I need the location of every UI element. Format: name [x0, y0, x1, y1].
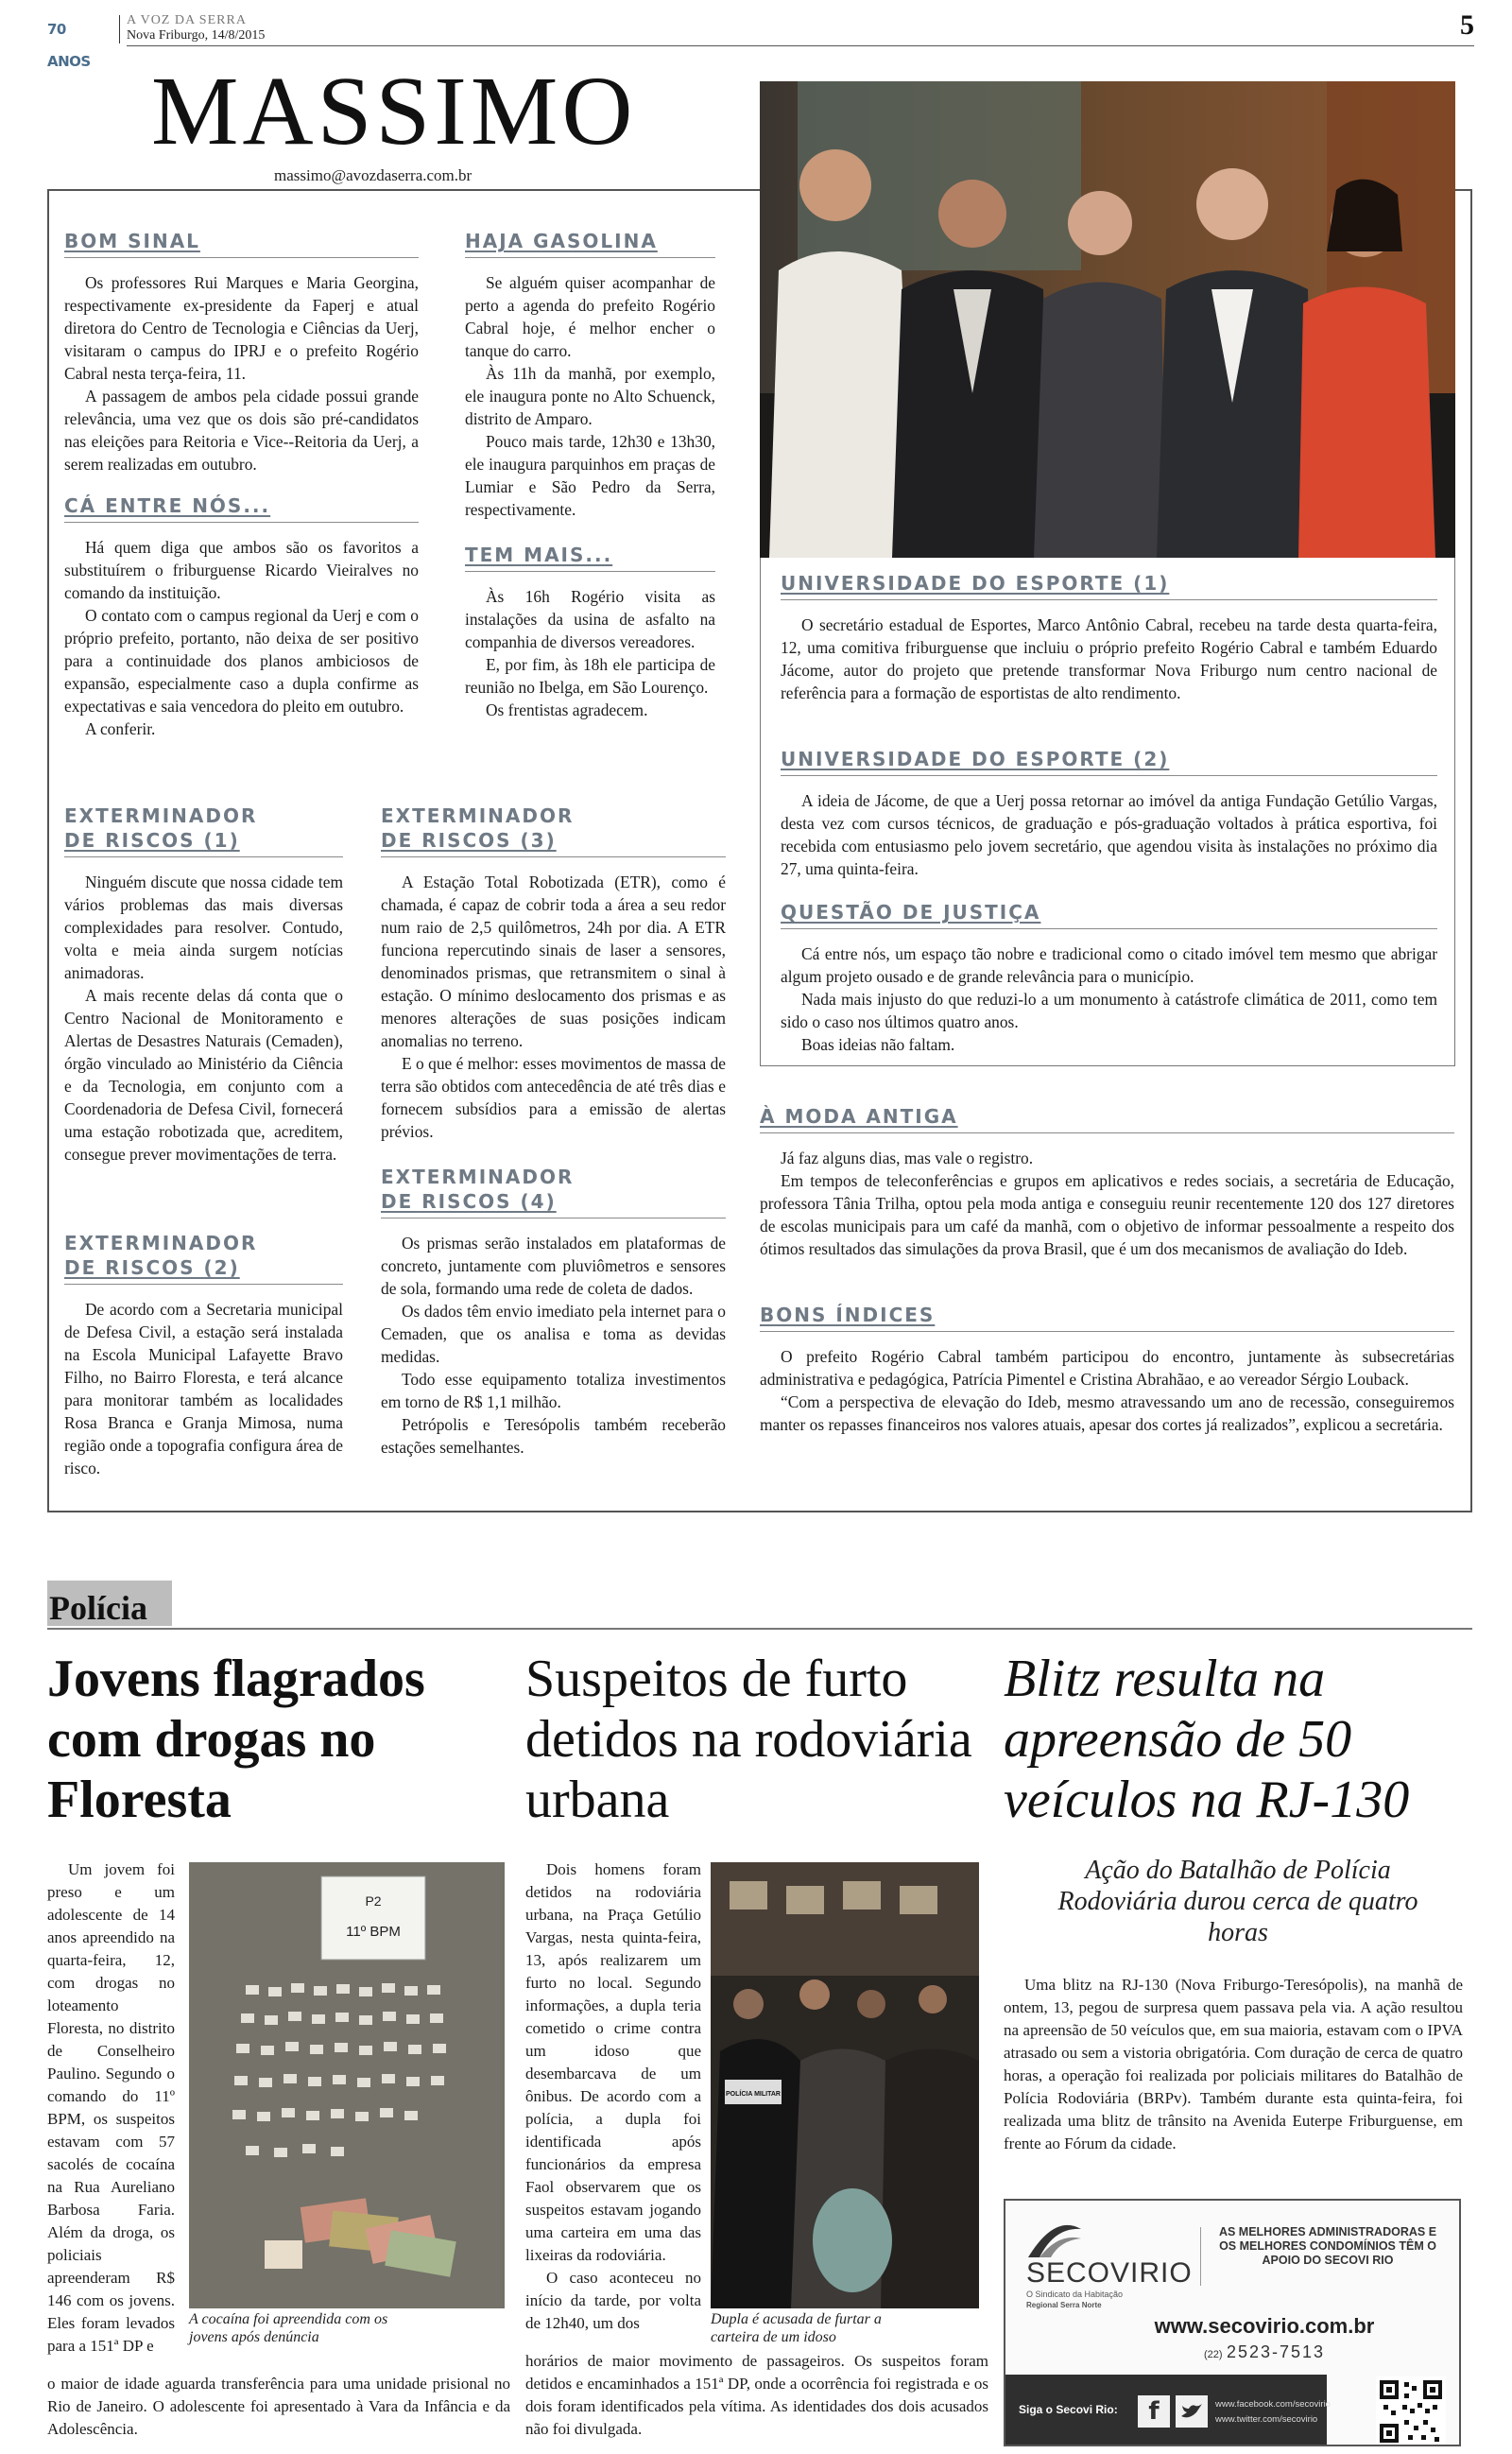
bons-indices-heading: BONS ÍNDICES — [760, 1304, 936, 1326]
masthead-divider — [119, 15, 120, 43]
riscos-3-text — [381, 871, 726, 1143]
secovirio-ad — [1004, 2199, 1461, 2446]
paragraph: Ninguém discute que nossa cidade tem vários problemas das mais diversas complexidades para resolver. Contudo, volta e meia ainda surgem notícias animadoras. — [64, 873, 343, 982]
ad-twitter-url[interactable]: www.twitter.com/secovirio — [1215, 2414, 1318, 2425]
riscos-3-block — [381, 804, 726, 1143]
paragraph: A conferir. — [85, 719, 156, 738]
ad-phone-prefix: (22) — [1203, 2349, 1223, 2360]
paragraph: Nada mais injusto do que reduzi-lo a um monumento à catástrofe climática de 2011, como tem sido o caso nos últimos quatro anos. — [781, 990, 1437, 1031]
police-vest-label: POLÍCIA MILITAR — [726, 2091, 781, 2098]
ad-brand: SECOVIRIO — [1026, 2257, 1193, 2289]
tem-mais-text — [465, 585, 715, 721]
story-1-headline: Jovens flagrados com drogas no Floresta — [47, 1650, 425, 1829]
paragraph: Um jovem foi preso e um adolescente de 14 anos apreendido na quarta-feira, 12, com drogas no loteamento Floresta, no distrito de Conselheiro Paulino. Segundo o comando do 11º BPM, os suspeitos estavam com 57 sacolés de cocaína na Rua Aureliano Barbosa Faria. Além da droga, os policiais apreenderam R$ 146 com os jovens. Eles foram levados para a 151ª DP e — [47, 1860, 175, 2355]
ad-phone: 2523-7513 — [1226, 2342, 1326, 2361]
column-email: massimo@avozdaserra.com.br — [274, 166, 472, 184]
paragraph: horários de maior movimento de passageiros. Os suspeitos foram detidos e encaminhados a 151ª DP, onde a ocorrência foi registrada e os dois foram identificados pela vítima. As identidades dos dois acusados não foi divulgada. — [525, 2352, 988, 2438]
paragraph: Os professores Rui Marques e Maria Georgina, respectivamente ex-presidente da Faperj e atual diretora do Centro de Tecnologia e Ciências da Uerj, visitaram o campus do IPRJ e o prefeito Rogério Cabral nesta terça-feira, 11. — [64, 273, 419, 383]
bons-indices-text — [760, 1345, 1454, 1436]
section-label: Polícia — [49, 1589, 147, 1627]
date-line: Nova Friburgo, 14/8/2015 — [127, 28, 266, 43]
bom-sinal-heading: BOM SINAL — [64, 230, 200, 252]
ad-facebook-url[interactable]: www.facebook.com/secovirio — [1215, 2399, 1331, 2410]
ca-entre-nos-text — [64, 536, 419, 740]
heading-rule — [64, 856, 343, 857]
paragraph: Se alguém quiser acompanhar de perto a agenda do prefeito Rogério Cabral hoje, é melhor encher o tanque do carro. — [465, 273, 715, 360]
tem-mais-block — [465, 543, 715, 721]
story-2-caption: Dupla é acusada de furtar a carteira de um idoso — [711, 2311, 882, 2345]
paragraph: E o que é melhor: esses movimentos de massa de terra são obtidos com antecedência de até três dias e fornecem subsídios para a emissão de alertas prévios. — [381, 1054, 726, 1141]
bom-sinal-block — [64, 229, 419, 475]
paragraph: O secretário estadual de Esportes, Marco Antônio Cabral, recebeu na tarde desta quarta-feira, 12, uma comitiva friburguense que incluiu o próprio prefeito Rogério Cabral e também Eduardo Jácome, autor do projeto que pretende transformar Nova Friburgo num centro nacional de referência para a formação de esportistas de alto rendimento. — [781, 615, 1437, 702]
riscos-2-heading-line2: DE RISCOS (2) — [64, 1256, 240, 1279]
paragraph: Uma blitz na RJ-130 (Nova Friburgo-Teresópolis), na manhã de ontem, 13, pegou de surpresa quem passava pela via. A ação resultou na apreensão de 50 veículos que, em sua maioria, estavam com o IPVA atrasado ou sem a vistoria obrigatória. Com duração de cerca de quatro horas, a operação foi realizada por policiais militares do Batalhão de Polícia Rodoviária (BRPv). Também durante esta quinta-feira, foi realizada uma blitz de trânsito na Avenida Euterpe Friburguense, em frente ao Fórum da cidade. — [1004, 1976, 1463, 2152]
photo-sign-line2: 11º BPM — [346, 1924, 401, 1940]
paragraph: Já faz alguns dias, mas vale o registro. — [781, 1149, 1034, 1167]
paragraph: Os frentistas agradecem. — [486, 700, 648, 719]
paragraph: Pouco mais tarde, 12h30 e 13h30, ele inaugura parquinhos em praças de Lumiar e São Pedro da Serra, respectivamente. — [465, 432, 715, 519]
haja-gasolina-text — [465, 271, 715, 521]
riscos-1-text — [64, 871, 343, 1166]
group-photo-illustration — [760, 81, 1455, 558]
paragraph: Às 11h da manhã, por exemplo, ele inaugura ponte no Alto Schuenck, distrito de Amparo. — [465, 364, 715, 428]
paragraph: Os prismas serão instalados em plataformas de concreto, juntamente com pluviômetros e sensores de sola, formando uma rede de coleta de dados. — [381, 1234, 726, 1298]
haja-gasolina-heading: HAJA GASOLINA — [465, 230, 658, 252]
anniversary-logo — [47, 13, 113, 70]
twitter-icon[interactable] — [1176, 2395, 1208, 2428]
bus-station-photo — [711, 1862, 979, 2308]
heading-rule — [64, 1284, 343, 1285]
paragraph: O prefeito Rogério Cabral também participou do encontro, juntamente às subsecretárias administrativa e pedagógica, Patrícia Pimentel e Cristina Abrahãao, e ao vereador Sérgio Louback. — [760, 1347, 1454, 1389]
story-3-subhead: Ação do Batalhão de Polícia Rodoviária durou cerca de quatro horas — [1057, 1856, 1418, 1947]
riscos-3-heading-line2: DE RISCOS (3) — [381, 829, 557, 852]
qr-code-icon[interactable] — [1376, 2376, 1446, 2446]
masthead — [47, 9, 1474, 70]
story-1-tail-text — [47, 2373, 510, 2441]
justica-text — [781, 942, 1437, 1056]
tem-mais-heading: TEM MAIS... — [465, 544, 613, 566]
heading-rule — [64, 257, 419, 258]
facebook-icon-glyph: f — [1148, 2397, 1160, 2426]
heading-rule — [760, 1132, 1454, 1133]
heading-rule — [64, 522, 419, 523]
page-number: 5 — [1460, 9, 1474, 41]
paragraph: Dois homens foram detidos na rodoviária urbana, na Praça Getúlio Vargas, nesta quinta-feira, 13, após realizarem um furto no local. Segundo informações, a dupla teria cometido o crime contra um idoso que desembarcava de um ônibus. De acordo com a polícia, a dupla foi identificada após funcionários da empresa Faol observarem que os suspeitos estavam jogando uma carteira em uma das lixeiras da rodoviária. — [525, 1860, 701, 2264]
heading-rule — [781, 928, 1437, 929]
story-3-text — [1004, 1974, 1463, 2155]
moda-antiga-heading: À MODA ANTIGA — [760, 1105, 958, 1128]
column-title: MASSIMO — [151, 57, 637, 165]
moda-antiga-block — [760, 1104, 1454, 1260]
story-1-caption: A cocaína foi apreendida com os jovens após denúncia — [189, 2311, 388, 2345]
paragraph: O contato com o campus regional da Uerj e com o próprio prefeito, portanto, não deixa de ser positivo para a continuidade dos planos ambiciosos de expansão, especialmente caso a dupla confirme as expectativas e saia vencedora do pleito em outubro. — [64, 606, 419, 716]
ca-entre-nos-heading: CÁ ENTRE NÓS... — [64, 494, 271, 517]
justica-heading: QUESTÃO DE JUSTIÇA — [781, 901, 1041, 924]
esporte-1-block — [781, 571, 1437, 704]
esporte-2-block — [781, 747, 1437, 880]
moda-antiga-text — [760, 1147, 1454, 1260]
ad-brand-sub2: Regional Serra Norte — [1026, 2301, 1102, 2309]
esporte-2-text — [781, 789, 1437, 880]
haja-gasolina-block — [465, 229, 715, 521]
secovirio-logo-icon — [1026, 2220, 1083, 2259]
heading-rule — [781, 775, 1437, 776]
bom-sinal-text — [64, 271, 419, 475]
riscos-3-heading-line1: EXTERMINADOR — [381, 804, 575, 827]
story-2-headline: Suspeitos de furto detidos na rodoviária urbana — [525, 1650, 972, 1829]
section-rule — [47, 1628, 1472, 1630]
paragraph: O caso aconteceu no início da tarde, por volta de 12h40, um dos — [525, 2269, 701, 2332]
ca-entre-nos-block — [64, 493, 419, 740]
esporte-1-heading: UNIVERSIDADE DO ESPORTE (1) — [781, 572, 1170, 595]
riscos-1-heading-line2: DE RISCOS (1) — [64, 829, 240, 852]
group-photo — [760, 81, 1455, 558]
paragraph: Em tempos de teleconferências e grupos em aplicativos e redes sociais, a secretária de Educação, professora Tânia Trilha, optou pela moda antiga e conseguiu reunir recentemente 120 dos 127 diretores de escolas municipais para um café da manhã, com o objetivo de informar pessoalmente a respeito dos ótimos resultados das simulações da prova Brasil, que é um dos mecanismos de avaliação do Ideb. — [760, 1171, 1454, 1258]
ad-follow: Siga o Secovi Rio: — [1019, 2403, 1118, 2416]
paragraph: E, por fim, às 18h ele participa de reunião no Ibelga, em São Lourenço. — [465, 655, 715, 697]
heading-rule — [781, 599, 1437, 600]
ad-website[interactable]: www.secovirio.com.br — [1154, 2314, 1375, 2338]
heading-rule — [381, 856, 726, 857]
heading-rule — [465, 571, 715, 572]
drugs-photo — [189, 1862, 505, 2308]
story-3-headline: Blitz resulta na apreensão de 50 veículos na RJ-130 — [1004, 1650, 1410, 1829]
riscos-2-heading-line1: EXTERMINADOR — [64, 1232, 258, 1254]
justica-block — [781, 900, 1437, 1056]
paper-name: A VOZ DA SERRA — [127, 13, 247, 27]
ad-tagline: AS MELHORES ADMINISTRADORAS E OS MELHORES CONDOMÍNIOS TÊM O APOIO DO SECOVI RIO — [1218, 2225, 1437, 2267]
drugs-photo-illustration — [189, 1862, 505, 2308]
logo-text: 70 ANOS — [47, 21, 91, 70]
paragraph: Às 16h Rogério visita as instalações da usina de asfalto na companhia de diversos vereadores. — [465, 587, 715, 651]
paragraph: Cá entre nós, um espaço tão nobre e tradicional como o citado imóvel tem mesmo que abrigar algum projeto ousado e de grande relevância para o município. — [781, 944, 1437, 986]
paragraph: Boas ideias não faltam. — [801, 1035, 955, 1054]
paragraph: A mais recente delas dá conta que o Centro Nacional de Monitoramento e Alertas de Desastres Naturais (Cemaden), órgão vinculado ao Ministério da Ciência e da Tecnologia, em conjunto com a Coordenadoria de Defesa Civil, fornecerá uma estação robotizada que, acreditem, consegue prever movimentações de terra. — [64, 986, 343, 1164]
facebook-icon[interactable] — [1138, 2395, 1170, 2428]
paragraph: Há quem diga que ambos são os favoritos a substituírem o friburguense Ricardo Vieiralves no comando da instituição. — [64, 538, 419, 602]
paragraph: Os dados têm envio imediato pela internet para o Cemaden, que os analisa e toma as devidas medidas. — [381, 1302, 726, 1366]
ad-phone-line — [1123, 2342, 1406, 2362]
paragraph: A Estação Total Robotizada (ETR), como é chamada, é capaz de cobrir toda a área a seu redor num raio de 2,5 quilômetros, 24h por dia. A ETR funciona repercutindo sinais de laser a sensores, denominados prismas, que retransmitem o sinal à estação. O mínimo deslocamento dos prismas e as menores alterações de suas posições indicam anomalias no terreno. — [381, 873, 726, 1050]
paragraph: A passagem de ambos pela cidade possui grande relevância, uma vez que os dois são pré-candidatos nas eleições para Reitoria e Vice--Reitoria da Uerj, a serem realizadas em outubro. — [64, 387, 419, 474]
masthead-rule — [127, 45, 1474, 46]
heading-rule — [760, 1331, 1454, 1332]
riscos-4-block — [381, 1165, 726, 1459]
photo-sign-line1: P2 — [365, 1893, 382, 1909]
ad-brand-sub: O Sindicato da Habitação — [1026, 2290, 1124, 2299]
heading-rule — [465, 257, 715, 258]
riscos-4-heading-line2: DE RISCOS (4) — [381, 1190, 557, 1213]
ad-divider — [1200, 2227, 1201, 2286]
riscos-4-text — [381, 1232, 726, 1459]
story-1-column-text — [47, 1858, 175, 2358]
bons-indices-block — [760, 1303, 1454, 1436]
esporte-1-text — [781, 614, 1437, 704]
paragraph: o maior de idade aguarda transferência para uma unidade prisional no Rio de Janeiro. O adolescente foi apresentado à Vara da Infância e da Adolescência. — [47, 2375, 510, 2438]
paragraph: De acordo com a Secretaria municipal de Defesa Civil, a estação será instalada na Escola Municipal Lafayette Bravo Filho, no Bairro Floresta, e terá alcance para monitorar também as localidades Rosa Branca e Granja Mimosa, numa região onde a topografia configura área de risco. — [64, 1300, 343, 1478]
bus-station-illustration — [711, 1862, 979, 2308]
paragraph: Todo esse equipamento totaliza investimentos em torno de R$ 1,1 milhão. — [381, 1370, 726, 1411]
riscos-4-heading-line1: EXTERMINADOR — [381, 1166, 575, 1188]
paragraph: “Com a perspectiva de elevação do Ideb, mesmo atravessando um ano de recessão, conseguiremos manter os repasses financeiros nos valores atuais, apesar dos cortes já realizados”, explicou a secretária. — [760, 1392, 1454, 1434]
paragraph: A ideia de Jácome, de que a Uerj possa retornar ao imóvel da antiga Fundação Getúlio Vargas, desta vez com cursos técnicos, de graduação e pós-graduação voltados à prática esportiva, foi recebida com entusiasmo pelo jovem secretário, que agendou visita às instalações no próximo dia 27, uma quinta-feira. — [781, 791, 1437, 878]
riscos-1-heading-line1: EXTERMINADOR — [64, 804, 258, 827]
story-2-tail-text — [525, 2350, 988, 2441]
riscos-1-block — [64, 804, 343, 1166]
esporte-2-heading: UNIVERSIDADE DO ESPORTE (2) — [781, 748, 1170, 770]
riscos-2-block — [64, 1231, 343, 1479]
story-2-column-text — [525, 1858, 701, 2335]
paragraph: Petrópolis e Teresópolis também receberão estações semelhantes. — [381, 1415, 726, 1457]
riscos-2-text — [64, 1298, 343, 1479]
